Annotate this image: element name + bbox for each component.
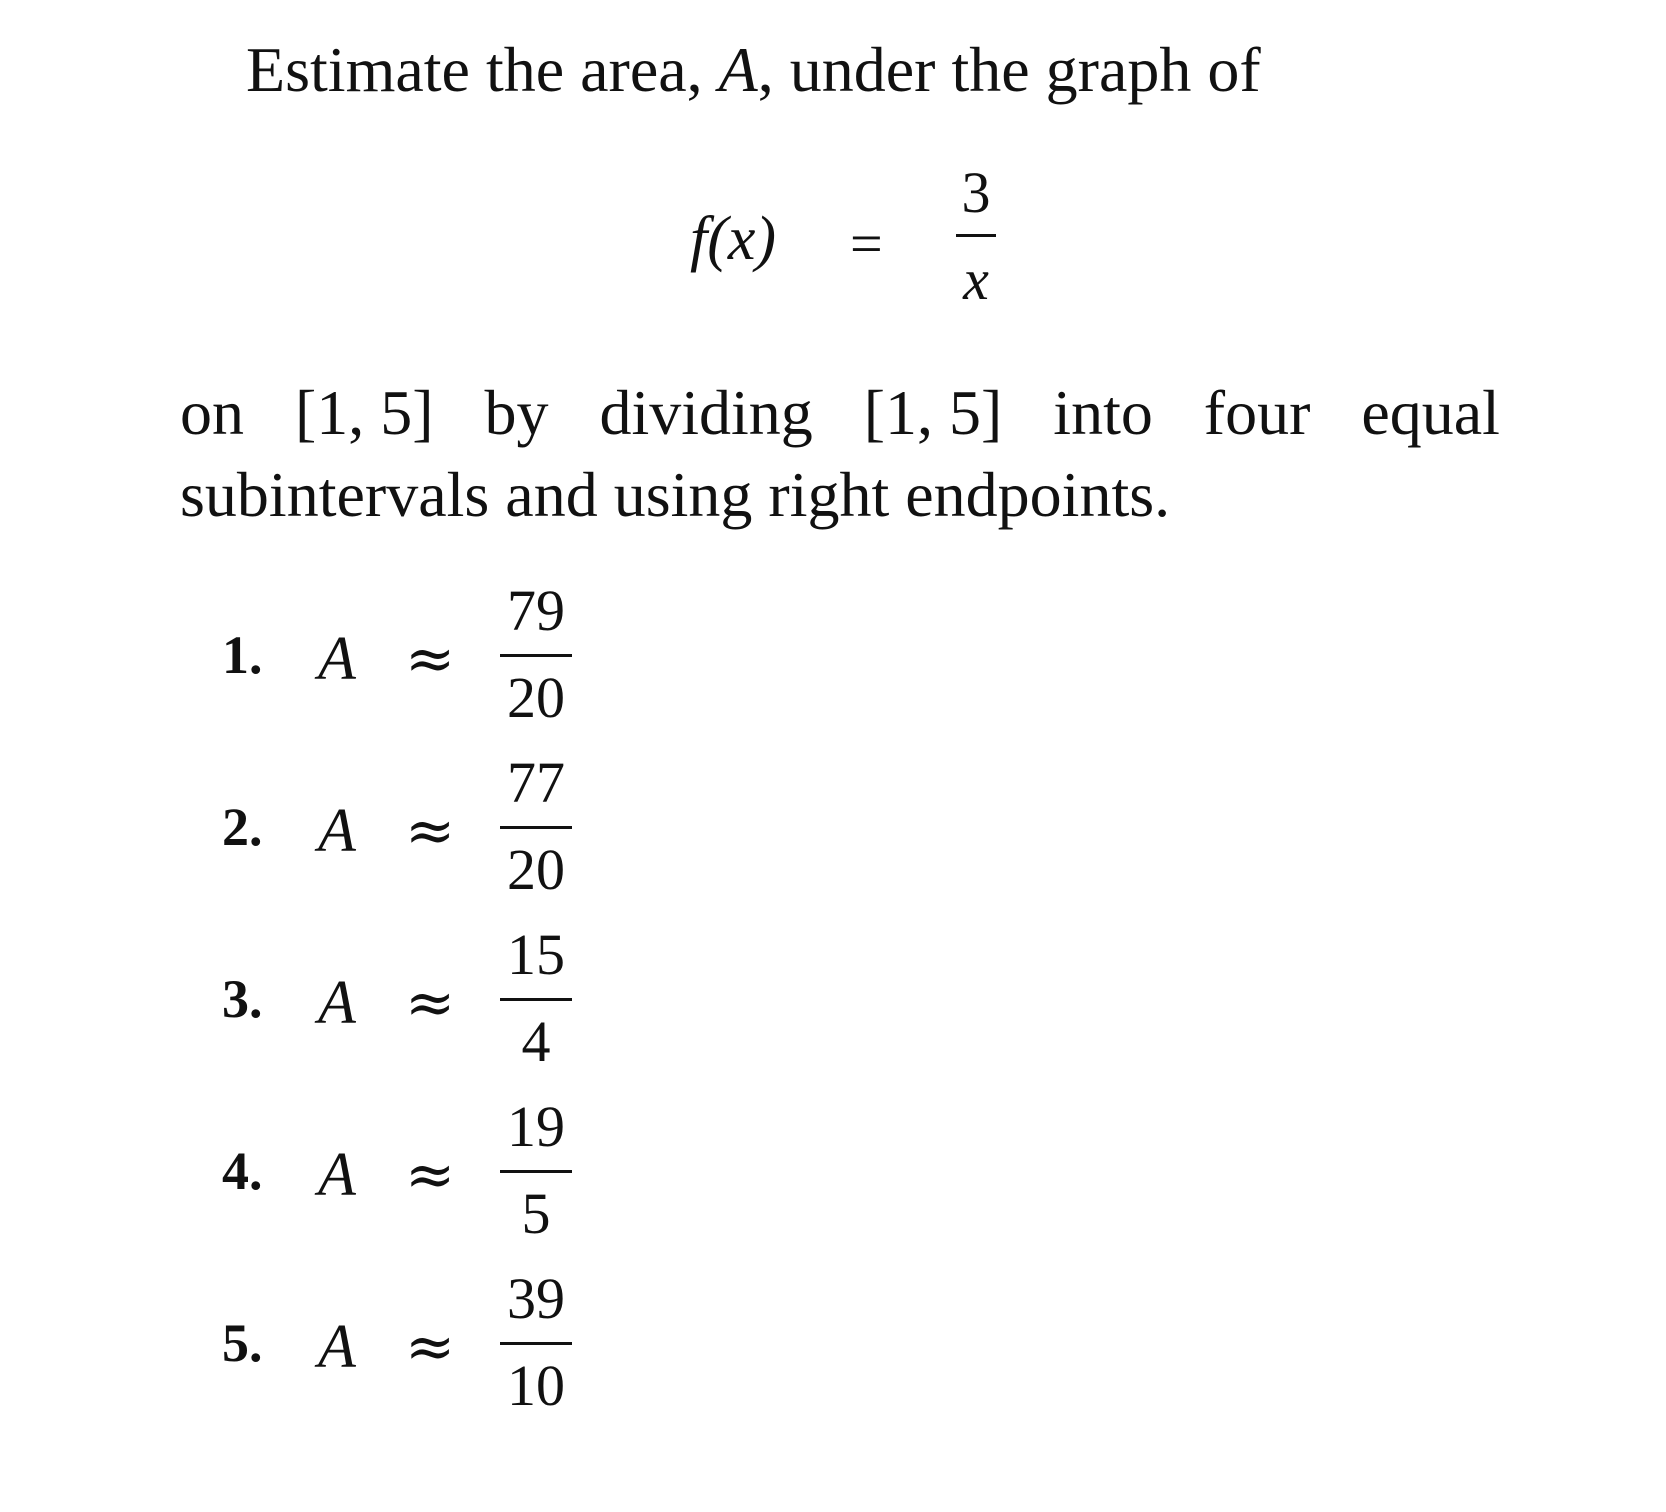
option-index: 5.: [222, 1313, 263, 1373]
option-index: 4.: [222, 1141, 263, 1201]
option-denominator: 5: [521, 1181, 551, 1246]
answer-option-3[interactable]: [0, 922, 700, 1092]
function-denominator: x: [963, 247, 989, 312]
function-fraction: [948, 160, 1004, 313]
problem-word: equal: [1361, 377, 1500, 448]
approx-symbol: ≈: [405, 1140, 456, 1210]
fraction-bar: [500, 826, 572, 829]
option-index: 2.: [222, 797, 263, 857]
problem-word: into: [1053, 377, 1153, 448]
approx-symbol: ≈: [405, 624, 456, 694]
fraction-bar: [956, 234, 996, 237]
answer-option-1[interactable]: [0, 578, 700, 748]
answer-option-2[interactable]: [0, 750, 700, 920]
approx-symbol: ≈: [405, 968, 456, 1038]
problem-word: by: [484, 377, 549, 448]
option-fraction: [500, 1094, 572, 1247]
problem-interval: [1, 5]: [863, 377, 1003, 448]
option-index: 3.: [222, 969, 263, 1029]
problem-word: dividing: [599, 377, 813, 448]
option-fraction: [500, 1266, 572, 1419]
option-numerator: 15: [507, 922, 565, 987]
option-numerator: 79: [507, 578, 565, 643]
problem-line-2: subintervals and using right endpoints.: [180, 459, 1171, 530]
function-numerator: 3: [961, 160, 991, 225]
option-variable: A: [318, 797, 356, 865]
option-numerator: 39: [507, 1266, 565, 1331]
function-definition: [0, 160, 1666, 330]
approx-symbol: ≈: [405, 1312, 456, 1382]
option-numerator: 19: [507, 1094, 565, 1159]
option-fraction: [500, 922, 572, 1075]
option-denominator: 10: [507, 1353, 565, 1418]
option-variable: A: [318, 969, 356, 1037]
intro-text-after: , under the graph of: [757, 34, 1261, 105]
problem-word: four: [1203, 377, 1311, 448]
option-denominator: 20: [507, 665, 565, 730]
fraction-bar: [500, 1342, 572, 1345]
problem-interval: [1, 5]: [294, 377, 434, 448]
answer-option-4[interactable]: [0, 1094, 700, 1264]
fraction-bar: [500, 998, 572, 1001]
fraction-bar: [500, 654, 572, 657]
option-denominator: 4: [521, 1009, 551, 1074]
problem-statement: [180, 372, 1500, 536]
option-fraction: [500, 578, 572, 731]
question-intro: [246, 30, 1261, 110]
option-index: 1.: [222, 625, 263, 685]
intro-text-before: Estimate the area,: [246, 34, 719, 105]
fraction-bar: [500, 1170, 572, 1173]
option-variable: A: [318, 1141, 356, 1209]
option-numerator: 77: [507, 750, 565, 815]
answer-option-5[interactable]: [0, 1266, 700, 1436]
option-variable: A: [318, 625, 356, 693]
option-variable: A: [318, 1313, 356, 1381]
option-fraction: [500, 750, 572, 903]
problem-line-1: [180, 372, 1500, 454]
function-lhs: f(x): [690, 205, 777, 273]
problem-word: on: [180, 377, 244, 448]
intro-area-variable: A: [718, 34, 758, 105]
equals-sign: =: [850, 211, 883, 276]
option-denominator: 20: [507, 837, 565, 902]
approx-symbol: ≈: [405, 796, 456, 866]
